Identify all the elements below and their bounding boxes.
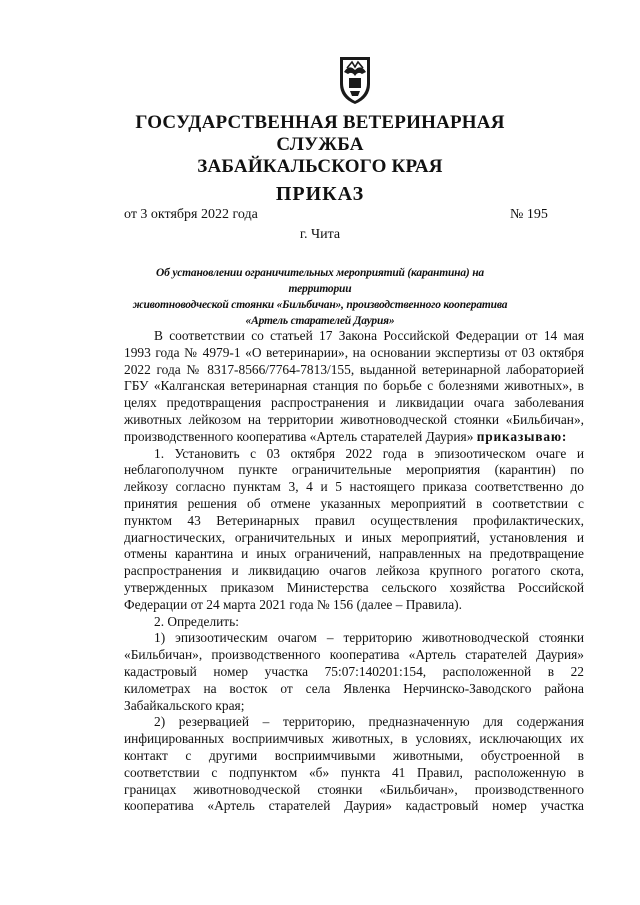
paragraph-item-1	[124, 446, 584, 614]
decree-word: приказываю:	[476, 428, 568, 444]
subject-line1: Об установлении ограничительных мероприятий (карантина) на территории	[156, 267, 484, 295]
order-subject	[130, 265, 510, 329]
text-line: В соответствии со статьей 17 Закона Российской Федерации от 14 мая	[154, 328, 584, 343]
text-line: 1) эпизоотическим очагом – территорию животноводческой стоянки	[154, 630, 584, 646]
text-line: принятия решения об отмене указанных мероприятий в соответствии с	[124, 495, 584, 511]
organization-title-line2: ЗАБАЙКАЛЬСКОГО КРАЯ	[197, 156, 443, 177]
subject-line3: «Артель старателей Даурия»	[245, 315, 395, 327]
order-body	[124, 328, 584, 815]
text-line: неблагополучном пункте ограничительные мероприятия (карантин) по	[124, 462, 584, 478]
text-line: Забайкальского края;	[124, 697, 245, 713]
text-line: Федерации от 24 марта 2021 года № 156 (далее – Правила).	[124, 596, 462, 612]
text-line: контакт с другими восприимчивыми животными, обустроенной в	[124, 747, 584, 763]
text-line: кооператива «Артель старателей Даурия» кадастровый номер участка	[124, 798, 584, 814]
order-city: г. Чита	[299, 227, 341, 242]
text-line: целях предотвращения распространения и ликвидации очага заболевания	[124, 395, 584, 411]
organization-title-line1: ГОСУДАРСТВЕННАЯ ВЕТЕРИНАРНАЯ СЛУЖБА	[135, 112, 505, 155]
text-line: животных лейкозом на территории животноводческой стоянки «Бильбичан»,	[124, 411, 584, 427]
text-line: инфицированных восприимчивых животных, в условиях, исключающих их	[124, 731, 584, 747]
text-line: 2. Определить:	[154, 613, 239, 629]
document-type: ПРИКАЗ	[275, 183, 365, 205]
text-line: километрах на восток от села Явленка Нерчинско-Заводского района	[124, 680, 584, 696]
text-line: границах животноводческой стоянки «Бильбичан», производственного	[124, 781, 584, 797]
order-number: № 195	[510, 207, 548, 222]
text-line: лейкозу согласно пунктам 3, 4 и 5 настоящего приказа соответственно до	[124, 479, 584, 495]
text-line	[124, 429, 584, 446]
text-line: «Бильбичан», производственного кооператива «Артель старателей Даурия»	[124, 647, 584, 663]
text-line: 1. Установить с 03 октября 2022 года в эпизоотическом очаге и	[154, 445, 584, 461]
text-line: кадастровый номер участка 75:07:140201:154, расположенной в 22	[124, 663, 584, 679]
text-line: отмены карантина и иных ограничений, направленных на предотвращение	[124, 546, 584, 562]
subject-line2: животноводческой стоянки «Бильбичан», производственного кооператива	[132, 299, 508, 311]
text-line: пунктом 43 Ветеринарных правил осуществления профилактических,	[124, 512, 584, 528]
paragraph-subitem-2	[124, 714, 584, 815]
text-line: утвержденных приказом Министерства сельского хозяйства Российской	[124, 579, 584, 595]
coat-of-arms-eagle-icon	[334, 54, 376, 106]
organization-title	[100, 112, 540, 178]
paragraph-subitem-1	[124, 630, 584, 714]
text-line: ГБУ «Калганская ветеринарная станция по борьбе с болезнями животных», в	[124, 378, 584, 394]
text-line: распространения и ликвидацию очагов лейкоза крупного рогатого скота,	[124, 563, 584, 579]
paragraph-item-2	[124, 614, 584, 631]
text-line: 2022 года № 8317-8566/7764-7813/155, выданной ветеринарной лабораторией	[124, 361, 584, 377]
paragraph-preamble	[124, 328, 584, 446]
text-line: диагностических, ограничительных и иных мероприятий, установления и	[124, 529, 584, 545]
preamble-closing-text: производственного кооператива «Артель старателей Даурия»	[124, 428, 474, 444]
text-line: 1993 года № 4979-1 «О ветеринарии», на основании экспертизы от 03 октября	[124, 344, 584, 360]
order-date: от 3 октября 2022 года	[124, 207, 258, 222]
text-line: соответствии с подпунктом «б» пункта 41 Правил, расположенную в	[124, 764, 584, 780]
text-line: 2) резервацией – территорию, предназначенную для содержания	[154, 714, 584, 730]
